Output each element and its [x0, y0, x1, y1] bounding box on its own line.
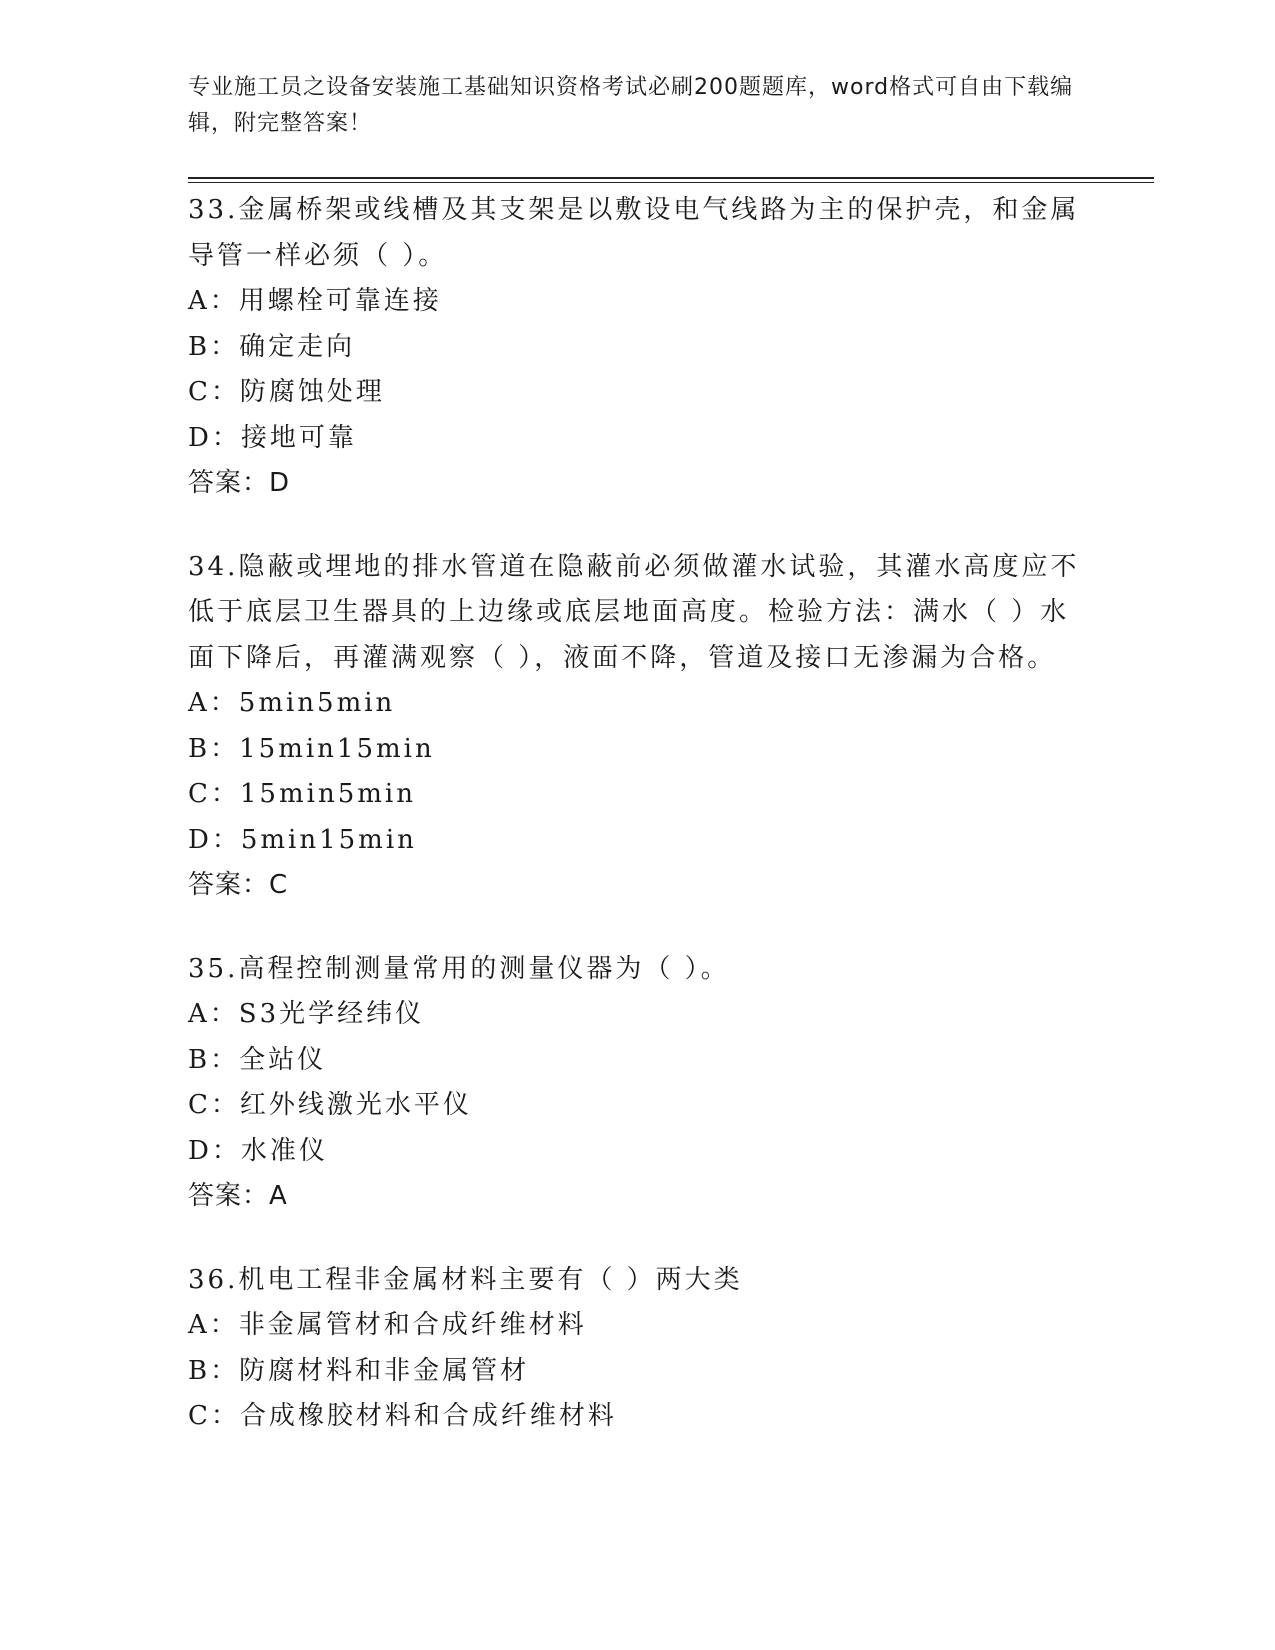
- option-a: A：非金属管材和合成纤维材料: [188, 1310, 587, 1340]
- document-header: 专业施工员之设备安装施工基础知识资格考试必刷200题题库，word格式可自由下载编辑，附完整答案！: [188, 75, 1074, 136]
- question-list: [188, 188, 1088, 1478]
- question-text: 35.高程控制测量常用的测量仪器为（ ）。: [188, 953, 730, 984]
- option-b: B：15min15min: [188, 733, 435, 764]
- question-text: 34.隐蔽或埋地的排水管道在隐蔽前必须做灌水试验，其灌水高度应不低于底层卫生器具的上边缘或底层地面高度。检验方法：满水（ ）水面下降后，再灌满观察（ ），液面不降，管道及接口无渗漏为合格。: [188, 551, 1080, 673]
- answer-line: 答案：C: [188, 870, 289, 900]
- option-a: A：S3光学经纬仪: [188, 999, 425, 1029]
- option-d: D：5min15min: [188, 824, 417, 855]
- option-b: B：确定走向: [188, 331, 356, 362]
- header-divider-thin: [188, 182, 1154, 183]
- answer-line: 答案：D: [188, 468, 291, 498]
- question-text: 36.机电工程非金属材料主要有（ ）两大类: [188, 1264, 743, 1295]
- option-c: C：红外线激光水平仪: [188, 1090, 472, 1120]
- option-d: D：水准仪: [188, 1135, 328, 1166]
- question-34: [188, 545, 1088, 909]
- question-36: [188, 1258, 1088, 1440]
- option-c: C：防腐蚀处理: [188, 377, 385, 407]
- question-35: [188, 947, 1088, 1220]
- question-33: [188, 188, 1088, 507]
- option-a: A：用螺栓可靠连接: [188, 286, 442, 316]
- option-d: D：接地可靠: [188, 422, 357, 453]
- option-c: C：合成橡胶材料和合成纤维材料: [188, 1401, 617, 1431]
- header-divider-thick: [188, 177, 1154, 179]
- question-text: 33.金属桥架或线槽及其支架是以敷设电气线路为主的保护壳，和金属导管一样必须（ ）。: [188, 195, 1080, 271]
- option-b: B：防腐材料和非金属管材: [188, 1355, 530, 1386]
- option-a: A：5min5min: [188, 688, 396, 718]
- option-c: C：15min5min: [188, 779, 416, 809]
- option-b: B：全站仪: [188, 1044, 327, 1075]
- answer-line: 答案：A: [188, 1181, 288, 1211]
